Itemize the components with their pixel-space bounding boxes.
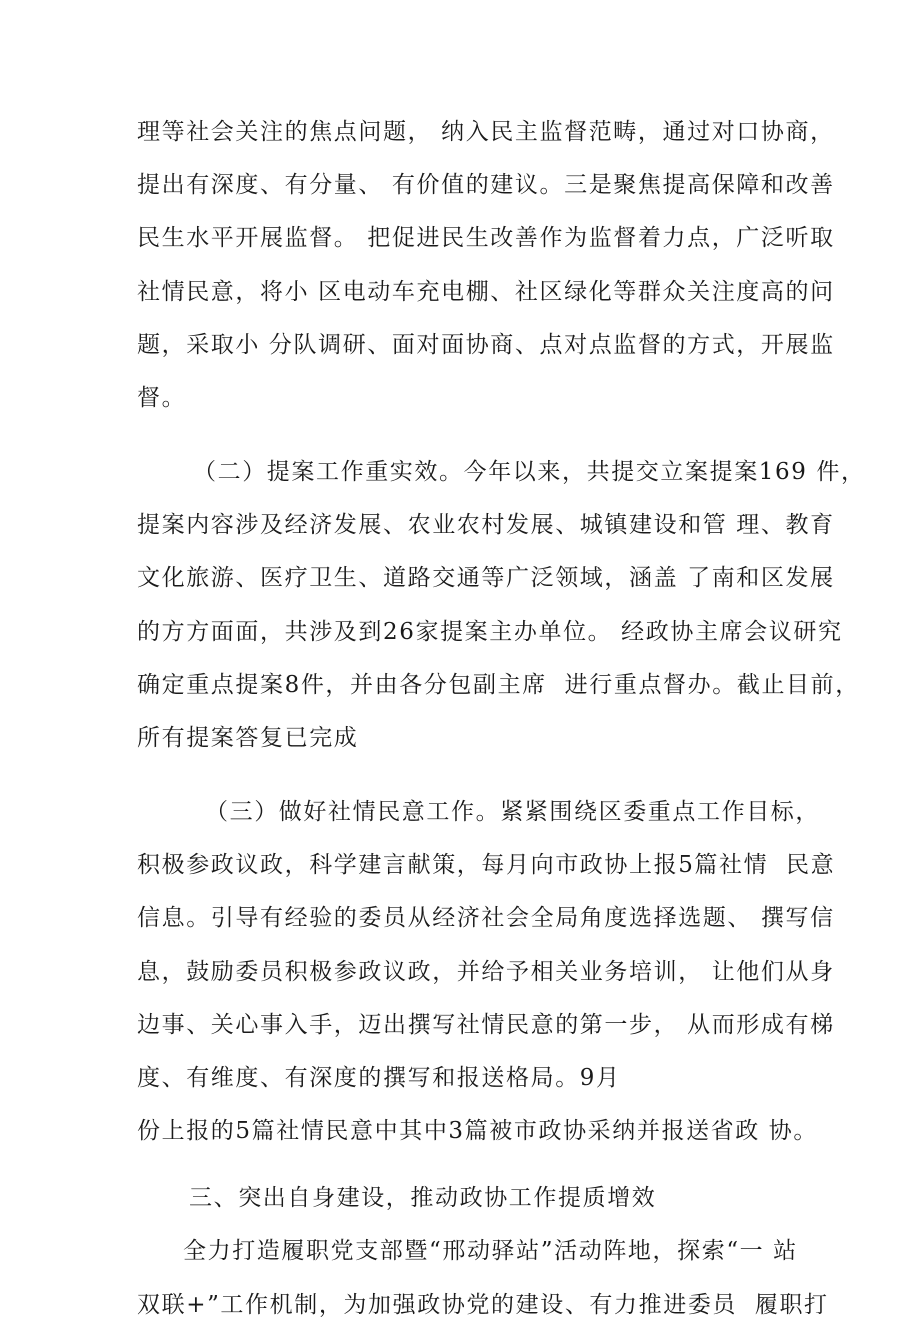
- text-line: 社情民意，将小 区电动车充电棚、社区绿化等群众关注度高的问: [137, 279, 835, 305]
- text-line: 督。: [137, 385, 187, 411]
- text-line: 度、有维度、有深度的撰写和报送格局。9月: [137, 1065, 621, 1091]
- text-line: （二）提案工作重实效。今年以来，共提交立案提案169 件，: [193, 459, 866, 485]
- text-line: 边事、关心事入手，迈出撰写社情民意的第一步， 从而形成有梯: [137, 1012, 835, 1038]
- text-line: 息，鼓励委员积极参政议政，并给予相关业务培训， 让他们从身: [137, 959, 835, 985]
- text-line: 所有提案答复已完成: [137, 725, 359, 751]
- text-line: （三）做好社情民意工作。紧紧围绕区委重点工作目标，: [205, 799, 820, 825]
- text-line: 双联+”工作机制，为加强政协党的建设、有力推进委员 履职打: [137, 1292, 829, 1318]
- text-line: 确定重点提案8件，并由各分包副主席 进行重点督办。截止目前，: [137, 672, 860, 698]
- text-line: 份上报的5篇社情民意中其中3篇被市政协采纳并报送省政 协。: [137, 1118, 818, 1144]
- text-line: 理等社会关注的焦点问题， 纳入民主监督范畴，通过对口协商，: [137, 119, 835, 145]
- text-line: 全力打造履职党支部暨“邢动驿站”活动阵地，探索“一 站: [183, 1238, 798, 1264]
- text-line: 提案内容涉及经济发展、农业农村发展、城镇建设和管 理、教育: [137, 512, 835, 538]
- text-line: 民生水平开展监督。 把促进民生改善作为监督着力点，广泛听取: [137, 225, 835, 251]
- text-line: 题，采取小 分队调研、面对面协商、点对点监督的方式，开展监: [137, 332, 835, 358]
- text-line: 积极参政议政，科学建言献策，每月向市政协上报5篇社情 民意: [137, 852, 836, 878]
- text-line: 信息。引导有经验的委员从经济社会全局角度选择选题、 撰写信: [137, 905, 835, 931]
- text-line: 提出有深度、有分量、 有价值的建议。三是聚焦提高保障和改善: [137, 172, 835, 198]
- section-heading: 三、突出自身建设，推动政协工作提质增效: [189, 1185, 657, 1211]
- text-line: 文化旅游、医疗卫生、道路交通等广泛领域，涵盖 了南和区发展: [137, 565, 835, 591]
- text-line: 的方方面面，共涉及到26家提案主办单位。 经政协主席会议研究: [137, 619, 843, 645]
